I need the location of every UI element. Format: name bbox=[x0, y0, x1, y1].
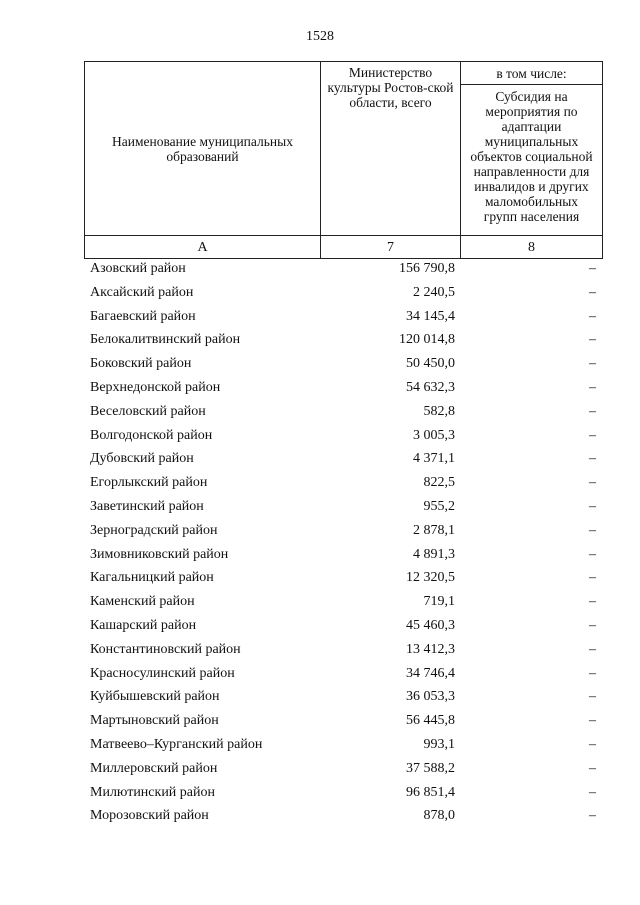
subsidy-value: – bbox=[589, 498, 596, 514]
table-row bbox=[84, 402, 602, 426]
district-name: Константиновский район bbox=[90, 641, 241, 657]
table-row bbox=[84, 640, 602, 664]
header-name-label: Наименование муниципальных образований bbox=[112, 133, 293, 164]
subsidy-value: – bbox=[589, 546, 596, 562]
district-name: Матвеево–Курганский район bbox=[90, 736, 263, 752]
table-row bbox=[84, 449, 602, 473]
table-row bbox=[84, 735, 602, 759]
district-name: Зимовниковский район bbox=[90, 546, 229, 562]
ministry-total: 13 412,3 bbox=[406, 641, 455, 657]
ministry-total: 34 145,4 bbox=[406, 308, 455, 324]
ministry-total: 45 460,3 bbox=[406, 617, 455, 633]
subsidy-value: – bbox=[589, 808, 596, 824]
district-name: Белокалитвинский район bbox=[90, 332, 241, 348]
ministry-total: 156 790,8 bbox=[399, 261, 455, 276]
header-ministry-label: Министерство культуры Ростов-ской области, всего bbox=[327, 65, 454, 110]
table-row bbox=[84, 568, 602, 592]
district-name: Верхнедонской район bbox=[90, 379, 221, 395]
district-name: Куйбышевский район bbox=[90, 689, 220, 705]
district-name: Заветинский район bbox=[90, 498, 204, 514]
ministry-total: 582,8 bbox=[423, 403, 455, 419]
subsidy-value: – bbox=[589, 570, 596, 586]
header-ministry-cell bbox=[321, 62, 461, 236]
header-subsidy-cell bbox=[461, 85, 603, 236]
table-row bbox=[84, 783, 602, 807]
district-name: Багаевский район bbox=[90, 308, 196, 324]
district-name: Аксайский район bbox=[90, 284, 194, 300]
district-name: Кагальницкий район bbox=[90, 570, 214, 586]
subsidy-value: – bbox=[589, 736, 596, 752]
subsidy-value: – bbox=[589, 284, 596, 300]
subsidy-value: – bbox=[589, 379, 596, 395]
subsidy-value: – bbox=[589, 784, 596, 800]
ministry-total: 955,2 bbox=[423, 498, 455, 514]
subsidy-value: – bbox=[589, 617, 596, 633]
table-row bbox=[84, 259, 602, 283]
ministry-total: 878,0 bbox=[423, 808, 455, 824]
district-name: Мартыновский район bbox=[90, 713, 219, 729]
district-name: Азовский район bbox=[90, 261, 186, 276]
subsidy-value: – bbox=[589, 689, 596, 705]
subsidy-value: – bbox=[589, 760, 596, 776]
subsidy-value: – bbox=[589, 427, 596, 443]
ministry-total: 36 053,3 bbox=[406, 689, 455, 705]
subsidy-value: – bbox=[589, 451, 596, 467]
district-name: Боковский район bbox=[90, 356, 192, 372]
subsidy-value: – bbox=[589, 594, 596, 610]
table-body bbox=[84, 259, 602, 830]
ministry-total: 96 851,4 bbox=[406, 784, 455, 800]
subsidy-value: – bbox=[589, 475, 596, 491]
district-name: Миллеровский район bbox=[90, 760, 218, 776]
district-name: Зерноградский район bbox=[90, 522, 218, 538]
ministry-total: 719,1 bbox=[423, 594, 455, 610]
district-name: Каменский район bbox=[90, 594, 195, 610]
page-number: 1528 bbox=[306, 29, 334, 44]
district-name: Кашарский район bbox=[90, 617, 197, 633]
ministry-total: 56 445,8 bbox=[406, 713, 455, 729]
table-row bbox=[84, 806, 602, 830]
district-name: Красносулинский район bbox=[90, 665, 235, 681]
table-row bbox=[84, 759, 602, 783]
district-name: Дубовский район bbox=[90, 451, 194, 467]
subsidy-value: – bbox=[589, 522, 596, 538]
subsidy-value: – bbox=[589, 308, 596, 324]
ministry-total: 120 014,8 bbox=[399, 332, 455, 348]
table-row bbox=[84, 426, 602, 450]
ministry-total: 3 005,3 bbox=[413, 427, 455, 443]
table-row bbox=[84, 307, 602, 331]
ministry-total: 37 588,2 bbox=[406, 760, 455, 776]
ministry-total: 2 240,5 bbox=[413, 284, 455, 300]
table-row bbox=[84, 592, 602, 616]
subsidy-value: – bbox=[589, 665, 596, 681]
ministry-total: 993,1 bbox=[423, 736, 455, 752]
district-name: Егорлыкский район bbox=[90, 475, 208, 491]
district-name: Милютинский район bbox=[90, 784, 216, 800]
ministry-total: 4 371,1 bbox=[413, 451, 455, 467]
subsidy-value: – bbox=[589, 641, 596, 657]
ministry-total: 54 632,3 bbox=[406, 379, 455, 395]
ministry-total: 2 878,1 bbox=[413, 522, 455, 538]
district-name: Веселовский район bbox=[90, 403, 206, 419]
ministry-total: 12 320,5 bbox=[406, 570, 455, 586]
ministry-total: 50 450,0 bbox=[406, 356, 455, 372]
header-including-cell bbox=[461, 62, 603, 85]
column-letter-a: А bbox=[85, 236, 321, 259]
ministry-total: 4 891,3 bbox=[413, 546, 455, 562]
subsidy-value: – bbox=[589, 713, 596, 729]
column-letter-8: 8 bbox=[461, 236, 603, 259]
subsidy-value: – bbox=[589, 356, 596, 372]
header-including-label: в том числе: bbox=[496, 65, 567, 81]
header-subsidy-label: Субсидия на мероприятия по адаптации муниципальных объектов социальной направленности для инвалидов и других маломобильных групп населения bbox=[470, 89, 593, 224]
table-row bbox=[84, 354, 602, 378]
table-row bbox=[84, 378, 602, 402]
column-letter-7: 7 bbox=[321, 236, 461, 259]
subsidy-value: – bbox=[589, 332, 596, 348]
subsidy-value: – bbox=[589, 403, 596, 419]
table-row bbox=[84, 473, 602, 497]
table-row bbox=[84, 664, 602, 688]
table-row bbox=[84, 687, 602, 711]
district-name: Морозовский район bbox=[90, 808, 209, 824]
ministry-total: 822,5 bbox=[423, 475, 455, 491]
table-row bbox=[84, 330, 602, 354]
table-row bbox=[84, 711, 602, 735]
ministry-total: 34 746,4 bbox=[406, 665, 455, 681]
subsidy-value: – bbox=[589, 261, 596, 276]
table-row bbox=[84, 497, 602, 521]
table-row bbox=[84, 283, 602, 307]
table-row bbox=[84, 616, 602, 640]
district-name: Волгодонской район bbox=[90, 427, 213, 443]
table-row bbox=[84, 521, 602, 545]
table-row bbox=[84, 545, 602, 569]
table-header bbox=[84, 61, 603, 259]
header-name-cell bbox=[85, 62, 321, 236]
